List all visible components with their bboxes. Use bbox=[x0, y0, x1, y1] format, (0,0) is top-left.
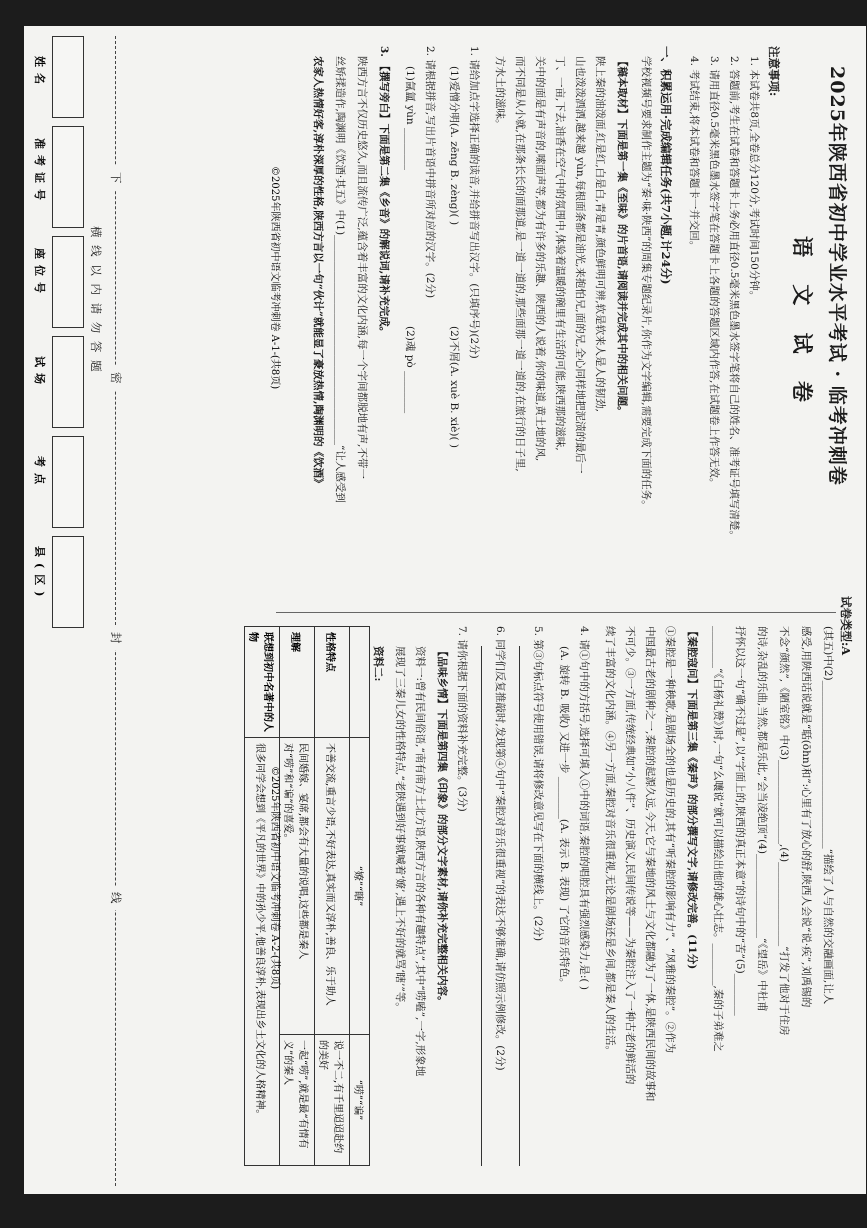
test-site-box[interactable] bbox=[52, 436, 84, 528]
table-cell: 一起“唠”,就是最“有情有义”的秦人 bbox=[280, 1035, 315, 1166]
line-char-xian: 线 bbox=[108, 886, 124, 910]
table-row-header: 联想到初中名著中的人物 bbox=[245, 627, 280, 738]
q1-option-1: (1)爱憎分明(A. zēng B. zèng)( ) bbox=[448, 66, 460, 226]
question-4: 4. 请①句中的方括号,选择可填入①中的词语,秦腔的唱腔具有强烈感染力,是:( ) bbox=[578, 626, 590, 990]
exam-title: 2025年陕西省初中学业水平考试 · 临考冲刺卷 bbox=[826, 66, 848, 486]
table-row-header: 理解 bbox=[280, 627, 315, 738]
passage-line-5: 而不同是从小就,在那条长长的面那道,是一道一道的,那些面那一道一道的,在旅行的日子里, bbox=[514, 56, 526, 472]
qin-line-3: 不可少。③一方面,传统经典如“小八件”、历史演义,民间传说等——为秦腔注入了一种古老的鲜活的 bbox=[624, 626, 636, 1085]
qin-line-4: 续了丰富的文化内涵。④另一方面,秦腔对音乐很重视,无论是剧场还是乡间,都是秦人的生活。 bbox=[604, 626, 616, 1057]
qin-line-1: ①秦腔是一种秧歌,是剧场全的也是历史的,其有“听秦腔的影响有力”、“风雅的秦腔”。②作为 bbox=[664, 626, 676, 1054]
q3-line-2: 丝矫揉造作,陶渊明《饮酒·其五》中(1)________________________________________“让人感受到 bbox=[334, 56, 346, 503]
question-6: 6. 同学们反复推敲时,发现第④句中“秦腔对音乐很重视”的表达不够准确,请仿照示例修改。(2分) bbox=[494, 626, 506, 1071]
question-7: 7. 请你根据下面的资料补充完整。(3分) bbox=[456, 626, 468, 812]
table-cell: 民间婚嫁、宴席,都会有大量的说唱,这些都是秦人对“唠”和“谝”的喜爱。 bbox=[280, 738, 315, 1035]
passage-line-3: 丁、一亩,下去,油香在空气中的氛围中,体验着温暖的碗里有生活的可能,陕西那的滋味, bbox=[554, 56, 566, 451]
table-cell: 很多同学会想到《平凡的世界》中的孙少平,他善良淳朴,表现出乡土文化的人格精神。 bbox=[245, 738, 280, 1166]
footer-left: ©2025年陕西省初中语文临考冲刺卷 A-1-(共8页) bbox=[269, 166, 280, 390]
passage-line-1: 陕上秦的油泼面,红是红,白是白,青是青,颜色鲜明可辨,软是软来人是人的韧劲, bbox=[594, 56, 606, 413]
exam-paper bbox=[24, 26, 866, 1194]
right-line-2: 感受,用陕西话说就是“聒(ōhn)和”:心里有了放心的舒,陕西人会说“说·疾”,刘禹锡的 bbox=[800, 626, 812, 1008]
exam-number-label: 准考证号 bbox=[33, 138, 46, 206]
page-divider bbox=[276, 612, 836, 613]
q1-option-2: (2)不屑(A. xuè B. xiè)( ) bbox=[448, 326, 460, 448]
table-cell: 说一不二,有千里迢迢赴约的美好 bbox=[315, 1035, 350, 1166]
rotated-page bbox=[24, 26, 866, 1194]
q3-line-3: 农家人热情好客,淳朴深厚的性格,陕西方言以一句“伙计”就能显了豪放热情,陶渊明的《饮酒》 bbox=[312, 56, 324, 489]
q3-line-1: 陕西方言不仅历史悠久,而且流传广泛,蕴含着丰富的文化内涵,每一个字间都脱地有声,不带一 bbox=[356, 56, 368, 479]
ref1-line-1: 资料一:曾有民间俗语,“南有南方土北方语,陕西方言的各种有趣特点”,其中“唠嗑”,一字,形象地 bbox=[414, 646, 426, 1077]
note-1: 1. 本试卷共8页,全卷总分120分,考试时间150分钟。 bbox=[748, 56, 760, 302]
qin-line-2: 中国最古老的剧种之一,秦腔的起源久远,今天,它与秦地的风土与文化都融为了一体,是陕西民间的故事和 bbox=[644, 626, 656, 1102]
county-label: 县(区) bbox=[33, 546, 46, 603]
section-1-intro: 学校视频号要求制作主题为“秦·味·陕西”的周集专题纪录片,你作为文字编辑,需要完成下面的任务。 bbox=[640, 56, 652, 511]
reference-table bbox=[244, 626, 370, 1166]
name-label: 姓名 bbox=[33, 56, 46, 90]
q5-answer-line[interactable] bbox=[519, 646, 520, 1166]
table-col-b-header: “唠”“谝” bbox=[350, 1035, 370, 1166]
question-1: 1. 请给加点字选择正确的读音,并给拼音写出汉字。(只填序号)(2分) bbox=[468, 46, 480, 359]
ref1-line-2: 展现了三秦儿女的性格特点,“老陕遇到好事就喊着‘嫽’,遇上不好的就骂‘瞎’”等。 bbox=[394, 646, 406, 1013]
question-3: 3. 【撰写旁白】下面是第二集《乡音》的解说词,请补充完成。 bbox=[378, 46, 390, 338]
binding-strip bbox=[24, 26, 124, 1194]
line-char-mi: 密 bbox=[108, 366, 124, 390]
note-2: 2. 答题前,考生在试卷和答题卡上务必用直径0.5毫米黑色墨水签字笔将自己的姓名、准考证号填写清楚。 bbox=[728, 56, 740, 541]
test-site-label: 考点 bbox=[33, 456, 46, 490]
q7-heading: 【品味乡情】下面是第四集《印象》的部分文字素材,请你补充完整相关内容。 bbox=[436, 646, 448, 1007]
question-2: 2. 请根据拼音,写出片首语中拼音所对应的汉字。(2分) bbox=[424, 46, 436, 299]
seat-number-box[interactable] bbox=[52, 236, 84, 328]
binding-dashed-line bbox=[115, 36, 116, 1186]
seat-number-label: 座位号 bbox=[33, 248, 46, 299]
note-4: 4. 考试结束,将本试卷和答题卡一并交回。 bbox=[688, 56, 700, 252]
q6-answer-line[interactable] bbox=[481, 646, 482, 1166]
test-room-label: 试场 bbox=[33, 356, 46, 390]
right-line-3: 不念“颜然”,《陋室铭》中(3)________________,(4)________________“打发了他对于住房 bbox=[778, 626, 790, 1036]
test-room-box[interactable] bbox=[52, 336, 84, 428]
question-5: 5. 第③句标点符号使用错误,请将修改意见写在下面的横线上。(2分) bbox=[532, 626, 544, 942]
county-box[interactable] bbox=[52, 536, 84, 628]
q4-options: (A. 旋转 B. 吸收) 又进一步 ________(A. 表示 B. 表现) 了它的音乐特色。 bbox=[558, 646, 570, 989]
passage-line-2: 山也泼泼洒洒,越来越 yùn,每根面条都是油光,来抱怕兄,面的兄,全心同样地把泥渍的最后一 bbox=[574, 56, 586, 474]
note-3: 3. 请用直径0.5毫米黑色墨水签字笔在答题卡上各题的答题区域内作答,在试题卷上作答无效。 bbox=[708, 56, 720, 489]
table-cell: 不善交流,重言少语,不好表达,真实而又淳朴,善良、乐于助人 bbox=[315, 738, 350, 1035]
subject-title: 语 文 试 卷 bbox=[790, 236, 815, 412]
line-char-feng: 封 bbox=[108, 626, 124, 650]
ref2-label: 资料二: bbox=[372, 646, 384, 682]
notes-header: 注意事项: bbox=[767, 46, 781, 97]
exam-number-box[interactable] bbox=[52, 126, 84, 228]
right-line-5: 抒怀以这一句“确不过是”,以“字面上的,陕西的真正本意”的诗句中的“苦”(5)________ bbox=[734, 626, 746, 1016]
qin-heading: 【秦腔寇问】下面是第三集《秦声》的部分撰写文字,请修改完善。(11分) bbox=[686, 626, 698, 970]
table-col-a-header: “嫽”“瞎” bbox=[350, 738, 370, 1035]
right-line-4: 的诗,杂乱的乐曲,当然,都是乐此,“会当凌绝顶”(4)________________“《望岳》中杜甫 bbox=[756, 626, 768, 1012]
right-line-1: (其五)中(2)________________________________“描绘了人与自然的交融画面,让人 bbox=[822, 626, 834, 1005]
q2-option-1: (1)氤氲 yùn ________ bbox=[404, 66, 416, 171]
exam-type: 试卷类型:A bbox=[839, 596, 853, 656]
passage-line-6: 方水土的滋味。 bbox=[494, 56, 506, 130]
passage-line-4: 关中的面是有声音的,嗦面声等,都为有许多的乐趣、陕西的人说着,你的味道,黄土地的风, bbox=[534, 56, 546, 462]
name-box[interactable] bbox=[52, 36, 84, 118]
line-char-xia: 下 bbox=[108, 166, 124, 190]
no-answer-warning: 横 线 以 内 请 勿 答 题 bbox=[89, 226, 103, 374]
table-row-header: 性格特点 bbox=[315, 627, 350, 738]
footer-right: ©2025年陕西省初中语文临考冲刺卷 A-2-(共8页) bbox=[269, 766, 280, 990]
material-label: 【稿本取材】下面是第一集《至味》的片首语,请阅读并完成其中的相关问题。 bbox=[616, 56, 628, 417]
section-1-title: 一、积累运用·完成编辑任务(共7小题,计24分) bbox=[659, 46, 673, 285]
right-line-6: ________“《白杨礼赞》)时,一句“么嚷说”就可以描绘出他的雄心壮志。________,秦的子弟难之 bbox=[712, 626, 724, 1052]
q2-option-2: (2)魂 pò ________ bbox=[404, 326, 416, 414]
